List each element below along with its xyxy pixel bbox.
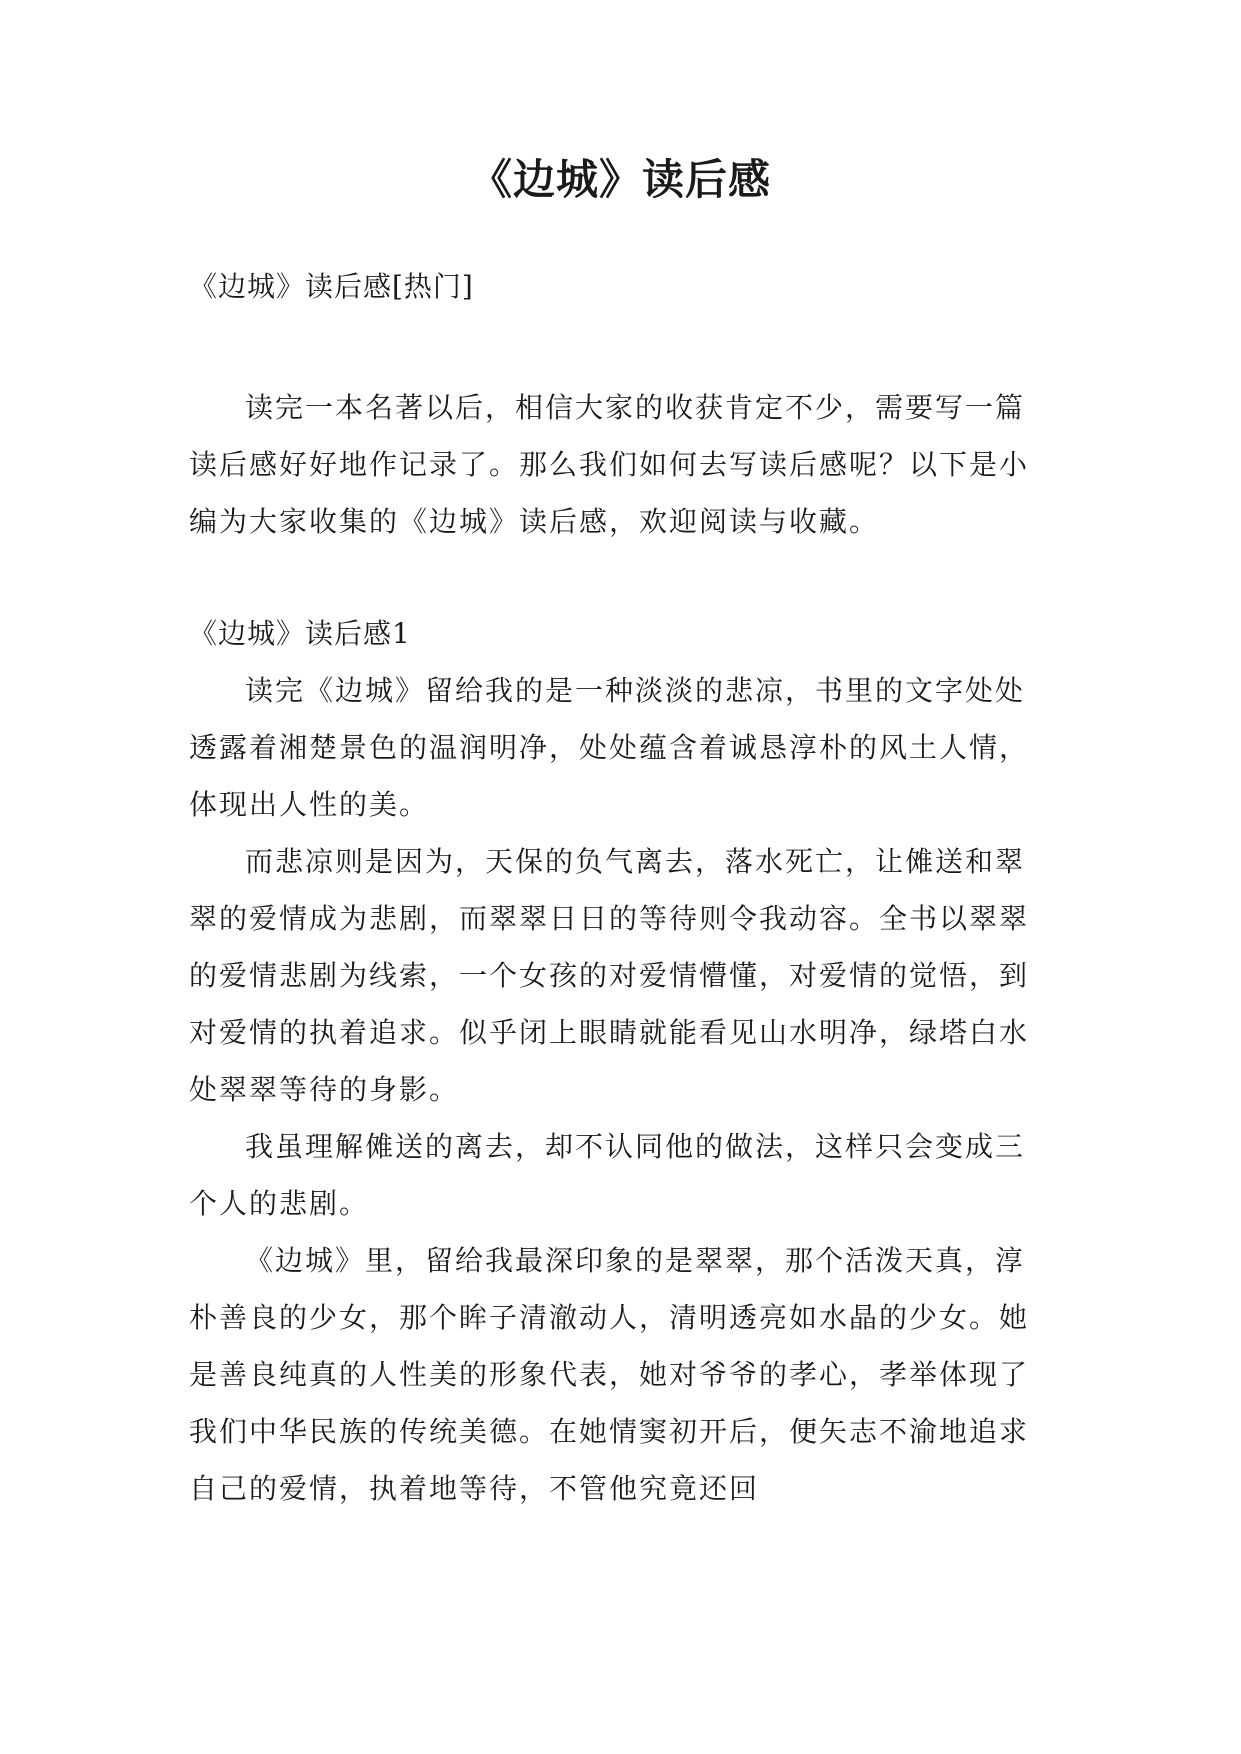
document-subtitle: 《边城》读后感[热门] [189,270,474,303]
intro-paragraph: 读完一本名著以后，相信大家的收获肯定不少，需要写一篇读后感好好地作记录了。那么我们如何去写读后感呢？以下是小编为大家收集的《边城》读后感，欢迎阅读与收藏。 [189,391,1030,538]
body-paragraph-2: 而悲凉则是因为，天保的负气离去，落水死亡，让傩送和翠翠的爱情成为悲剧，而翠翠日日的等待则令我动容。全书以翠翠的爱情悲剧为线索，一个女孩的对爱情懵懂，对爱情的觉悟，到对爱情的执着追求。似乎闭上眼睛就能看见山水明净，绿塔白水处翠翠等待的身影。 [189,845,1030,1106]
document-title: 《边城》读后感 [469,155,771,204]
body-paragraph-3: 我虽理解傩送的离去，却不认同他的做法，这样只会变成三个人的悲剧。 [189,1130,1026,1220]
body-paragraph-4: 《边城》里，留给我最深印象的是翠翠，那个活泼天真，淳朴善良的少女，那个眸子清澈动人，清明透亮如水晶的少女。她是善良纯真的人性美的形象代表，她对爷爷的孝心，孝举体现了我们中华民族的传统美德。在她情窦初开后，便矢志不渝地追求自己的爱情，执着地等待，不管他究竟还回 [189,1244,1030,1505]
body-paragraph-1: 读完《边城》留给我的是一种淡淡的悲凉，书里的文字处处透露着湘楚景色的温润明净，处处蕴含着诚恳淳朴的风土人情，体现出人性的美。 [189,674,1030,821]
section-heading: 《边城》读后感1 [189,617,411,650]
document-body [189,258,1051,1517]
